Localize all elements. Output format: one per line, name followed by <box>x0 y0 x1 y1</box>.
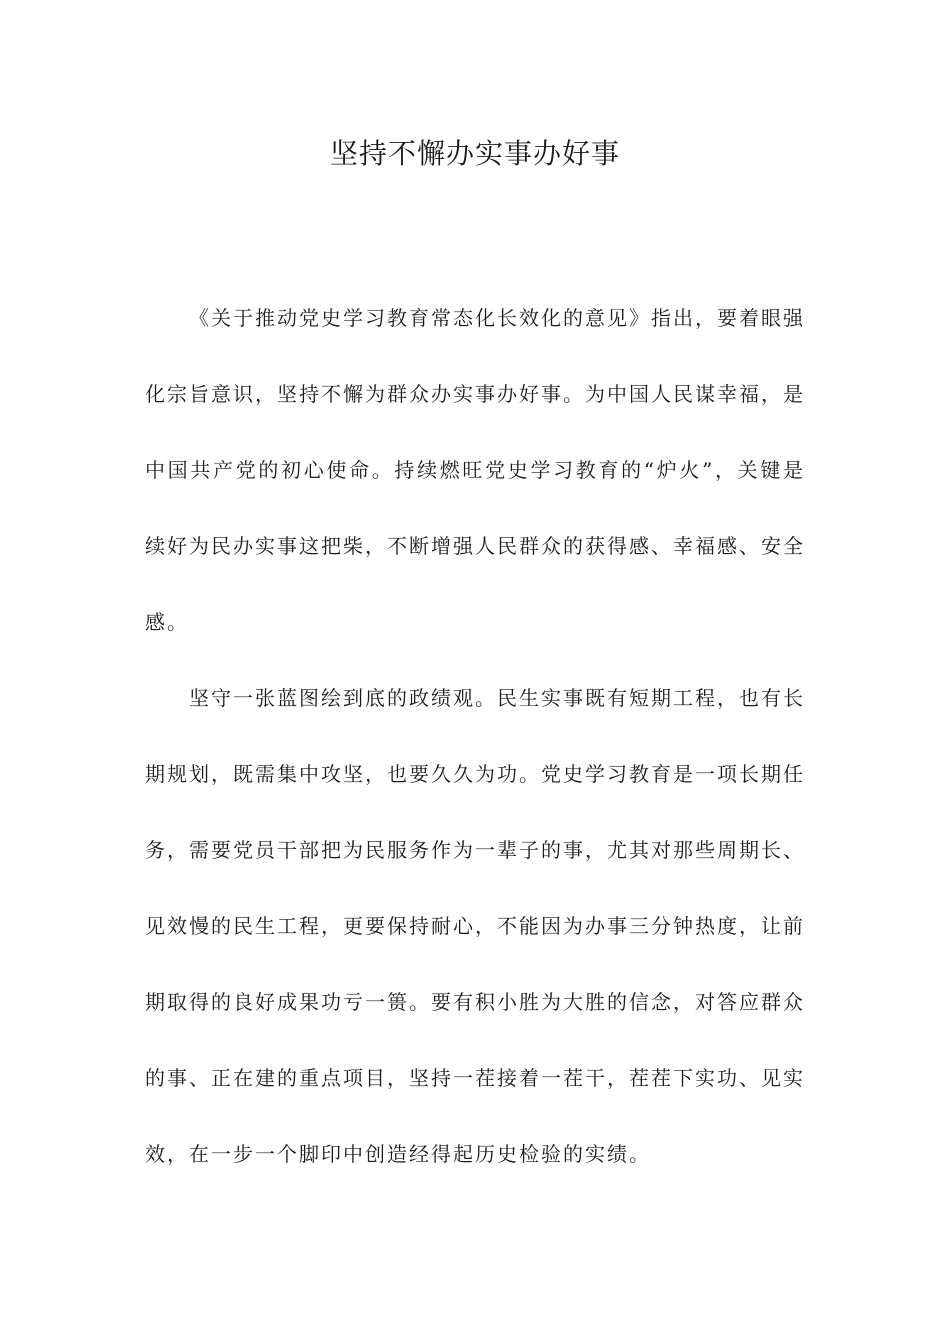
paragraph-2: 坚守一张蓝图绘到底的政绩观。民生实事既有短期工程，也有长期规划，既需集中攻坚，也要久久为功。党史学习教育是一项长期任务，需要党员干部把为民服务作为一辈子的事，尤其对那些周期长、见效慢的民生工程，更要保持耐心，不能因为办事三分钟热度，让前期取得的良好成果功亏一篑。要有积小胜为大胜的信念，对答应群众的事、正在建的重点项目，坚持一茬接着一茬干，茬茬下实功、见实效，在一步一个脚印中创造经得起历史检验的实绩。 <box>145 686 805 1166</box>
document-body <box>145 280 805 1192</box>
paragraph-1: 《关于推动党史学习教育常态化长效化的意见》指出，要着眼强化宗旨意识，坚持不懈为群众办实事办好事。为中国人民谋幸福，是中国共产党的初心使命。持续燃旺党史学习教育的“炉火”，关键是续好为民办实事这把柴，不断增强人民群众的获得感、幸福感、安全感。 <box>145 306 805 634</box>
document-title: 坚持不懈办实事办好事 <box>329 137 620 170</box>
